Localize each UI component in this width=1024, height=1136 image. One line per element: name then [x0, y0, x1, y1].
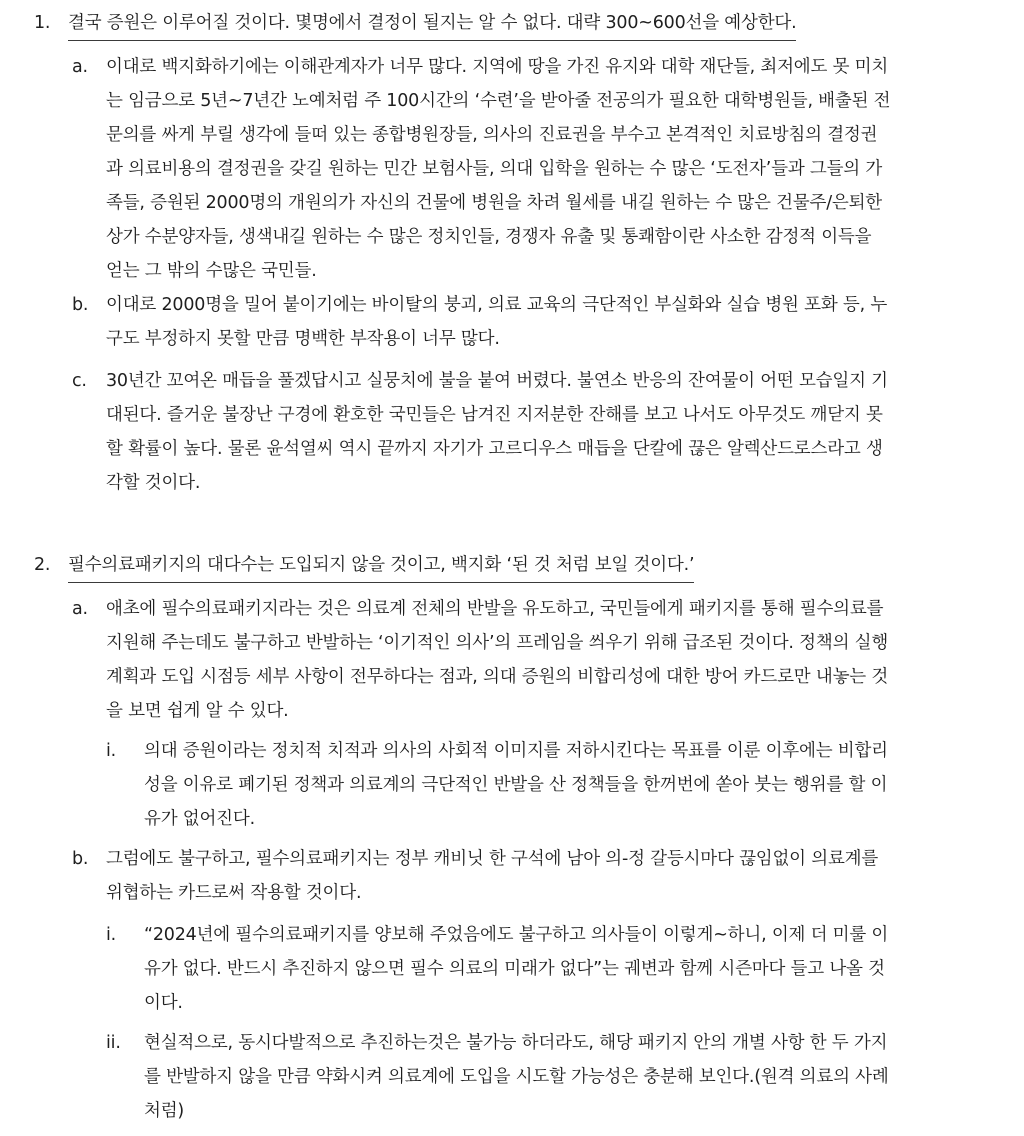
text-line: 이다. — [144, 993, 183, 1013]
list-marker: a. — [72, 599, 88, 619]
list-marker: ii. — [106, 1033, 121, 1053]
list-item-text — [144, 918, 984, 1020]
text-line: 처럼) — [144, 1101, 185, 1121]
section-number: 2. — [34, 555, 51, 575]
text-line: 족들, 증원된 2000명의 개원의가 자신의 건물에 병원을 차려 월세를 내길 원하는 수 많은 건물주/은퇴한 — [106, 193, 883, 213]
text-line: “2024년에 필수의료패키지를 양보해 주었음에도 불구하고 의사들이 이렇게~하니, 이제 더 미룰 이 — [144, 925, 889, 945]
text-line: 성을 이유로 폐기된 정책과 의료계의 극단적인 반발을 산 정책들을 한꺼번에 쏟아 붓는 행위를 할 이 — [144, 775, 888, 795]
text-line: 이대로 백지화하기에는 이해관계자가 너무 많다. 지역에 땅을 가진 유지와 대학 재단들, 최저에도 못 미치 — [106, 57, 889, 77]
text-line: 유가 없다. 반드시 추진하지 않으면 필수 의료의 미래가 없다”는 궤변과 함께 시즌마다 들고 나올 것 — [144, 959, 885, 979]
list-item-text — [144, 734, 984, 836]
text-line: 얻는 그 밖의 수많은 국민들. — [106, 261, 317, 281]
list-item-text — [144, 1026, 984, 1128]
list-marker: i. — [106, 925, 117, 945]
text-line: 를 반발하지 않을 만큼 약화시켜 의료계에 도입을 시도할 가능성은 충분해 보인다.(원격 의료의 사례 — [144, 1067, 889, 1087]
list-item-text — [106, 288, 984, 356]
list-item-text — [106, 592, 984, 728]
section-heading: 필수의료패키지의 대다수는 도입되지 않을 것이고, 백지화 ‘된 것 처럼 보일 것이다.’ — [68, 548, 694, 583]
list-item-text — [106, 842, 984, 910]
text-line: 위협하는 카드로써 작용할 것이다. — [106, 883, 362, 903]
text-line: 30년간 꼬여온 매듭을 풀겠답시고 실뭉치에 불을 붙여 버렸다. 불연소 반응의 잔여물이 어떤 모습일지 기 — [106, 371, 888, 391]
section-number: 1. — [34, 13, 51, 33]
list-marker: b. — [72, 295, 89, 315]
list-marker: a. — [72, 57, 88, 77]
text-line: 의대 증원이라는 정치적 치적과 의사의 사회적 이미지를 저하시킨다는 목표를 이룬 이후에는 비합리 — [144, 741, 888, 761]
text-line: 문의를 싸게 부릴 생각에 들떠 있는 종합병원장들, 의사의 진료권을 부수고 본격적인 치료방침의 결정권 — [106, 125, 878, 145]
text-line: 과 의료비용의 결정권을 갖길 원하는 민간 보험사들, 의대 입학을 원하는 수 많은 ‘도전자’들과 그들의 가 — [106, 159, 883, 179]
text-line: 계획과 도입 시점등 세부 사항이 전무하다는 점과, 의대 증원의 비합리성에 대한 방어 카드로만 내놓는 것 — [106, 667, 889, 687]
text-line: 을 보면 쉽게 알 수 있다. — [106, 701, 289, 721]
text-line: 는 임금으로 5년~7년간 노예처럼 주 100시간의 ‘수련’을 받아줄 전공의가 필요한 대학병원들, 배출된 전 — [106, 91, 891, 111]
text-line: 유가 없어진다. — [144, 809, 255, 829]
text-line: 구도 부정하지 못할 만큼 명백한 부작용이 너무 많다. — [106, 329, 500, 349]
text-line: 지원해 주는데도 불구하고 반발하는 ‘이기적인 의사’의 프레임을 씌우기 위해 급조된 것이다. 정책의 실행 — [106, 633, 889, 653]
list-item-text — [106, 50, 984, 288]
section-heading: 결국 증원은 이루어질 것이다. 몇명에서 결정이 될지는 알 수 없다. 대략 300~600선을 예상한다. — [68, 6, 796, 41]
text-line: 현실적으로, 동시다발적으로 추진하는것은 불가능 하더라도, 해당 패키지 안의 개별 사항 한 두 가지 — [144, 1033, 888, 1053]
text-line: 각할 것이다. — [106, 473, 201, 493]
text-line: 그럼에도 불구하고, 필수의료패키지는 정부 캐비닛 한 구석에 남아 의-정 갈등시마다 끊임없이 의료계를 — [106, 849, 879, 869]
text-line: 할 확률이 높다. 물론 윤석열씨 역시 끝까지 자기가 고르디우스 매듭을 단칼에 끊은 알렉산드로스라고 생 — [106, 439, 883, 459]
list-item-text — [106, 364, 984, 500]
text-line: 이대로 2000명을 밀어 붙이기에는 바이탈의 붕괴, 의료 교육의 극단적인 부실화와 실습 병원 포화 등, 누 — [106, 295, 888, 315]
list-marker: i. — [106, 741, 117, 761]
text-line: 대된다. 즐거운 불장난 구경에 환호한 국민들은 남겨진 지저분한 잔해를 보고 나서도 아무것도 깨닫지 못 — [106, 405, 883, 425]
text-line: 상가 수분양자들, 생색내길 원하는 수 많은 정치인들, 경쟁자 유출 및 통쾌함이란 사소한 감정적 이득을 — [106, 227, 872, 247]
list-marker: b. — [72, 849, 89, 869]
list-marker: c. — [72, 371, 87, 391]
text-line: 애초에 필수의료패키지라는 것은 의료계 전체의 반발을 유도하고, 국민들에게 패키지를 통해 필수의료를 — [106, 599, 884, 619]
